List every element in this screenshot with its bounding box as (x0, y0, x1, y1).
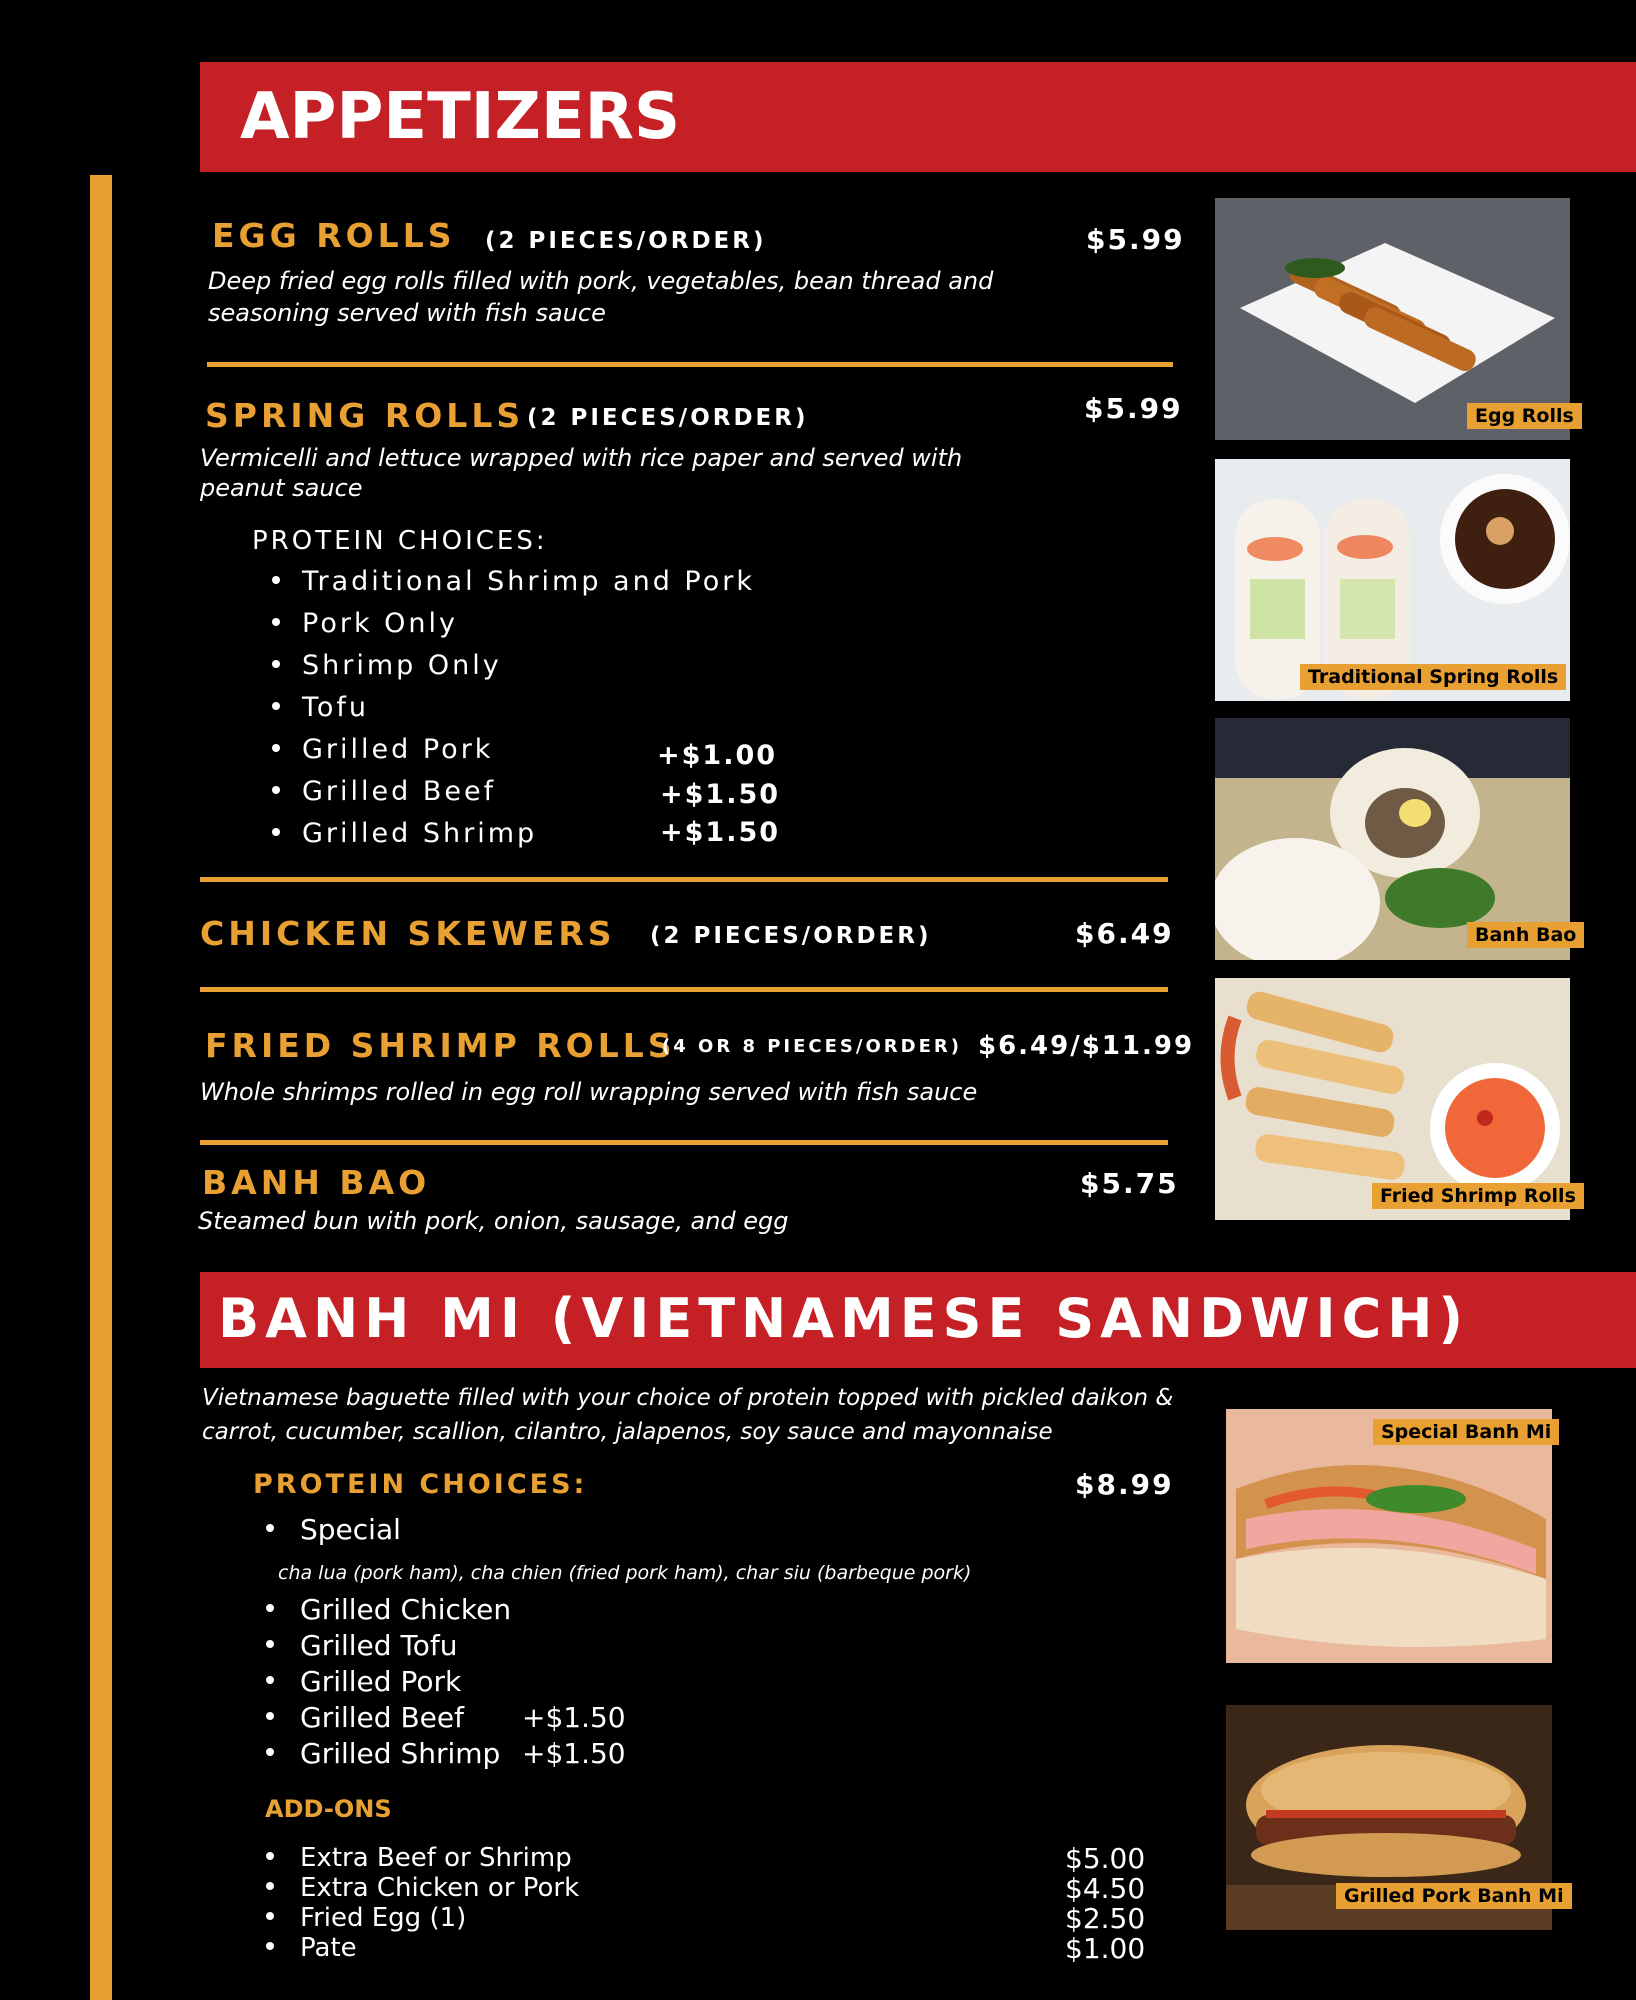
spring-rolls-desc-line1: Vermicelli and lettuce wrapped with rice paper and served with (200, 444, 963, 472)
spring-rolls-desc-line2: peanut sauce (200, 474, 363, 502)
fried-shrimp-rolls-portion: (4 OR 8 PIECES/ORDER) (662, 1036, 962, 1057)
banh-mi-choices-title: PROTEIN CHOICES: (253, 1469, 588, 1500)
bullet-icon (272, 702, 280, 710)
bullet-icon (272, 576, 280, 584)
addon-row (266, 1933, 357, 1963)
bullet-icon (266, 1524, 274, 1532)
banh-mi-choice-row (266, 1665, 461, 1698)
banh-mi-choice-row (266, 1701, 464, 1734)
spring-choice-extra: +$1.00 (657, 740, 778, 771)
banh-mi-choice-name: Grilled Tofu (300, 1629, 458, 1662)
bullet-icon (266, 1852, 274, 1860)
banh-mi-price: $8.99 (1075, 1468, 1174, 1501)
addon-row (266, 1843, 572, 1873)
spring-choice-name: Grilled Pork (302, 734, 494, 765)
spring-choice-row (272, 818, 537, 849)
spring-choice-name: Tofu (302, 692, 370, 723)
addon-name: Fried Egg (1) (300, 1903, 467, 1933)
banh-bao-caption: Banh Bao (1467, 922, 1584, 948)
bullet-icon (266, 1882, 274, 1890)
spring-choice-row (272, 608, 458, 639)
spring-choice-name: Grilled Shrimp (302, 818, 538, 849)
bullet-icon (272, 744, 280, 752)
fried-shrimp-rolls-desc: Whole shrimps rolled in egg roll wrapping served with fish sauce (200, 1078, 978, 1106)
banh-mi-choice-name: Grilled Chicken (300, 1593, 512, 1626)
addon-name: Extra Beef or Shrimp (300, 1843, 572, 1873)
spring-rolls-portion: (2 PIECES/ORDER) (527, 405, 809, 431)
bullet-icon (266, 1748, 274, 1756)
bullet-icon (272, 660, 280, 668)
left-accent-line (90, 175, 112, 2000)
banh-mi-choice-name: Grilled Beef (300, 1701, 464, 1734)
addon-row (266, 1903, 466, 1933)
divider (207, 362, 1173, 367)
divider (200, 877, 1168, 882)
addon-price: $2.50 (1065, 1902, 1146, 1935)
banh-bao-price: $5.75 (1080, 1167, 1179, 1200)
banh-mi-choice-row (266, 1593, 511, 1626)
grilled-pork-banh-mi-caption: Grilled Pork Banh Mi (1336, 1883, 1572, 1909)
spring-choice-extra: +$1.50 (660, 779, 781, 810)
banh-bao-name: BANH BAO (202, 1163, 431, 1202)
fried-shrimp-rolls-caption: Fried Shrimp Rolls (1372, 1183, 1584, 1209)
spring-choice-row (272, 734, 493, 765)
banh-mi-desc-line2: carrot, cucumber, scallion, cilantro, jalapenos, soy sauce and mayonnaise (202, 1419, 1053, 1445)
banh-mi-title: BANH MI (VIETNAMESE SANDWICH) (218, 1287, 1470, 1350)
bullet-icon (266, 1640, 274, 1648)
bullet-icon (272, 786, 280, 794)
egg-rolls-desc-line2: seasoning served with fish sauce (208, 299, 606, 327)
fried-shrimp-rolls-name: FRIED SHRIMP ROLLS (205, 1026, 676, 1065)
addon-name: Pate (300, 1933, 357, 1963)
spring-choice-name: Pork Only (302, 608, 459, 639)
banh-mi-special-row (266, 1513, 401, 1546)
bullet-icon (266, 1604, 274, 1612)
banh-mi-choice-row (266, 1629, 458, 1662)
chicken-skewers-price: $6.49 (1075, 917, 1174, 950)
egg-rolls-portion: (2 PIECES/ORDER) (485, 228, 767, 254)
spring-choice-row (272, 566, 755, 597)
addon-price: $1.00 (1065, 1932, 1146, 1965)
chicken-skewers-name: CHICKEN SKEWERS (200, 914, 616, 953)
addon-name: Extra Chicken or Pork (300, 1873, 580, 1903)
addon-price: $4.50 (1065, 1872, 1146, 1905)
banh-bao-desc: Steamed bun with pork, onion, sausage, and egg (198, 1207, 789, 1235)
banh-mi-choice-extra: +$1.50 (522, 1737, 626, 1770)
banh-mi-special: Special (300, 1513, 401, 1546)
spring-rolls-choices-title: PROTEIN CHOICES: (252, 526, 548, 556)
egg-rolls-desc-line1: Deep fried egg rolls filled with pork, vegetables, bean thread and (208, 267, 994, 295)
special-banh-mi-caption: Special Banh Mi (1373, 1419, 1559, 1445)
banh-mi-special-note: cha lua (pork ham), cha chien (fried pork ham), char siu (barbeque pork) (278, 1562, 972, 1584)
special-banh-mi-image (1226, 1409, 1552, 1663)
banh-mi-choice-extra: +$1.50 (522, 1701, 626, 1734)
spring-rolls-price: $5.99 (1084, 392, 1183, 425)
bullet-icon (266, 1912, 274, 1920)
spring-rolls-caption: Traditional Spring Rolls (1300, 664, 1566, 690)
bullet-icon (266, 1712, 274, 1720)
addon-price: $5.00 (1065, 1842, 1146, 1875)
spring-choice-row (272, 692, 369, 723)
egg-rolls-caption: Egg Rolls (1467, 403, 1582, 429)
bullet-icon (272, 618, 280, 626)
chicken-skewers-portion: (2 PIECES/ORDER) (650, 923, 932, 949)
special-banh-mi-photo (1226, 1409, 1552, 1663)
spring-rolls-name: SPRING ROLLS (205, 396, 525, 435)
egg-rolls-name: EGG ROLLS (212, 216, 456, 255)
divider (200, 1140, 1168, 1145)
banh-mi-choice-name: Grilled Pork (300, 1665, 462, 1698)
banh-mi-choice-name: Grilled Shrimp (300, 1737, 501, 1770)
spring-choice-row (272, 650, 502, 681)
banh-mi-desc-line1: Vietnamese baguette filled with your choice of protein topped with pickled daikon & (202, 1385, 1174, 1411)
addon-row (266, 1873, 579, 1903)
divider (200, 987, 1168, 992)
bullet-icon (266, 1942, 274, 1950)
spring-choice-name: Shrimp Only (302, 650, 502, 681)
addons-title: ADD-ONS (265, 1795, 392, 1823)
banh-mi-choice-row (266, 1737, 500, 1770)
spring-choice-name: Grilled Beef (302, 776, 497, 807)
spring-choice-row (272, 776, 496, 807)
spring-choice-extra: +$1.50 (660, 817, 781, 848)
fried-shrimp-rolls-price: $6.49/$11.99 (978, 1031, 1195, 1061)
bullet-icon (272, 828, 280, 836)
egg-rolls-price: $5.99 (1086, 223, 1185, 256)
bullet-icon (266, 1676, 274, 1684)
spring-choice-name: Traditional Shrimp and Pork (302, 566, 755, 597)
appetizers-title: APPETIZERS (240, 80, 681, 154)
